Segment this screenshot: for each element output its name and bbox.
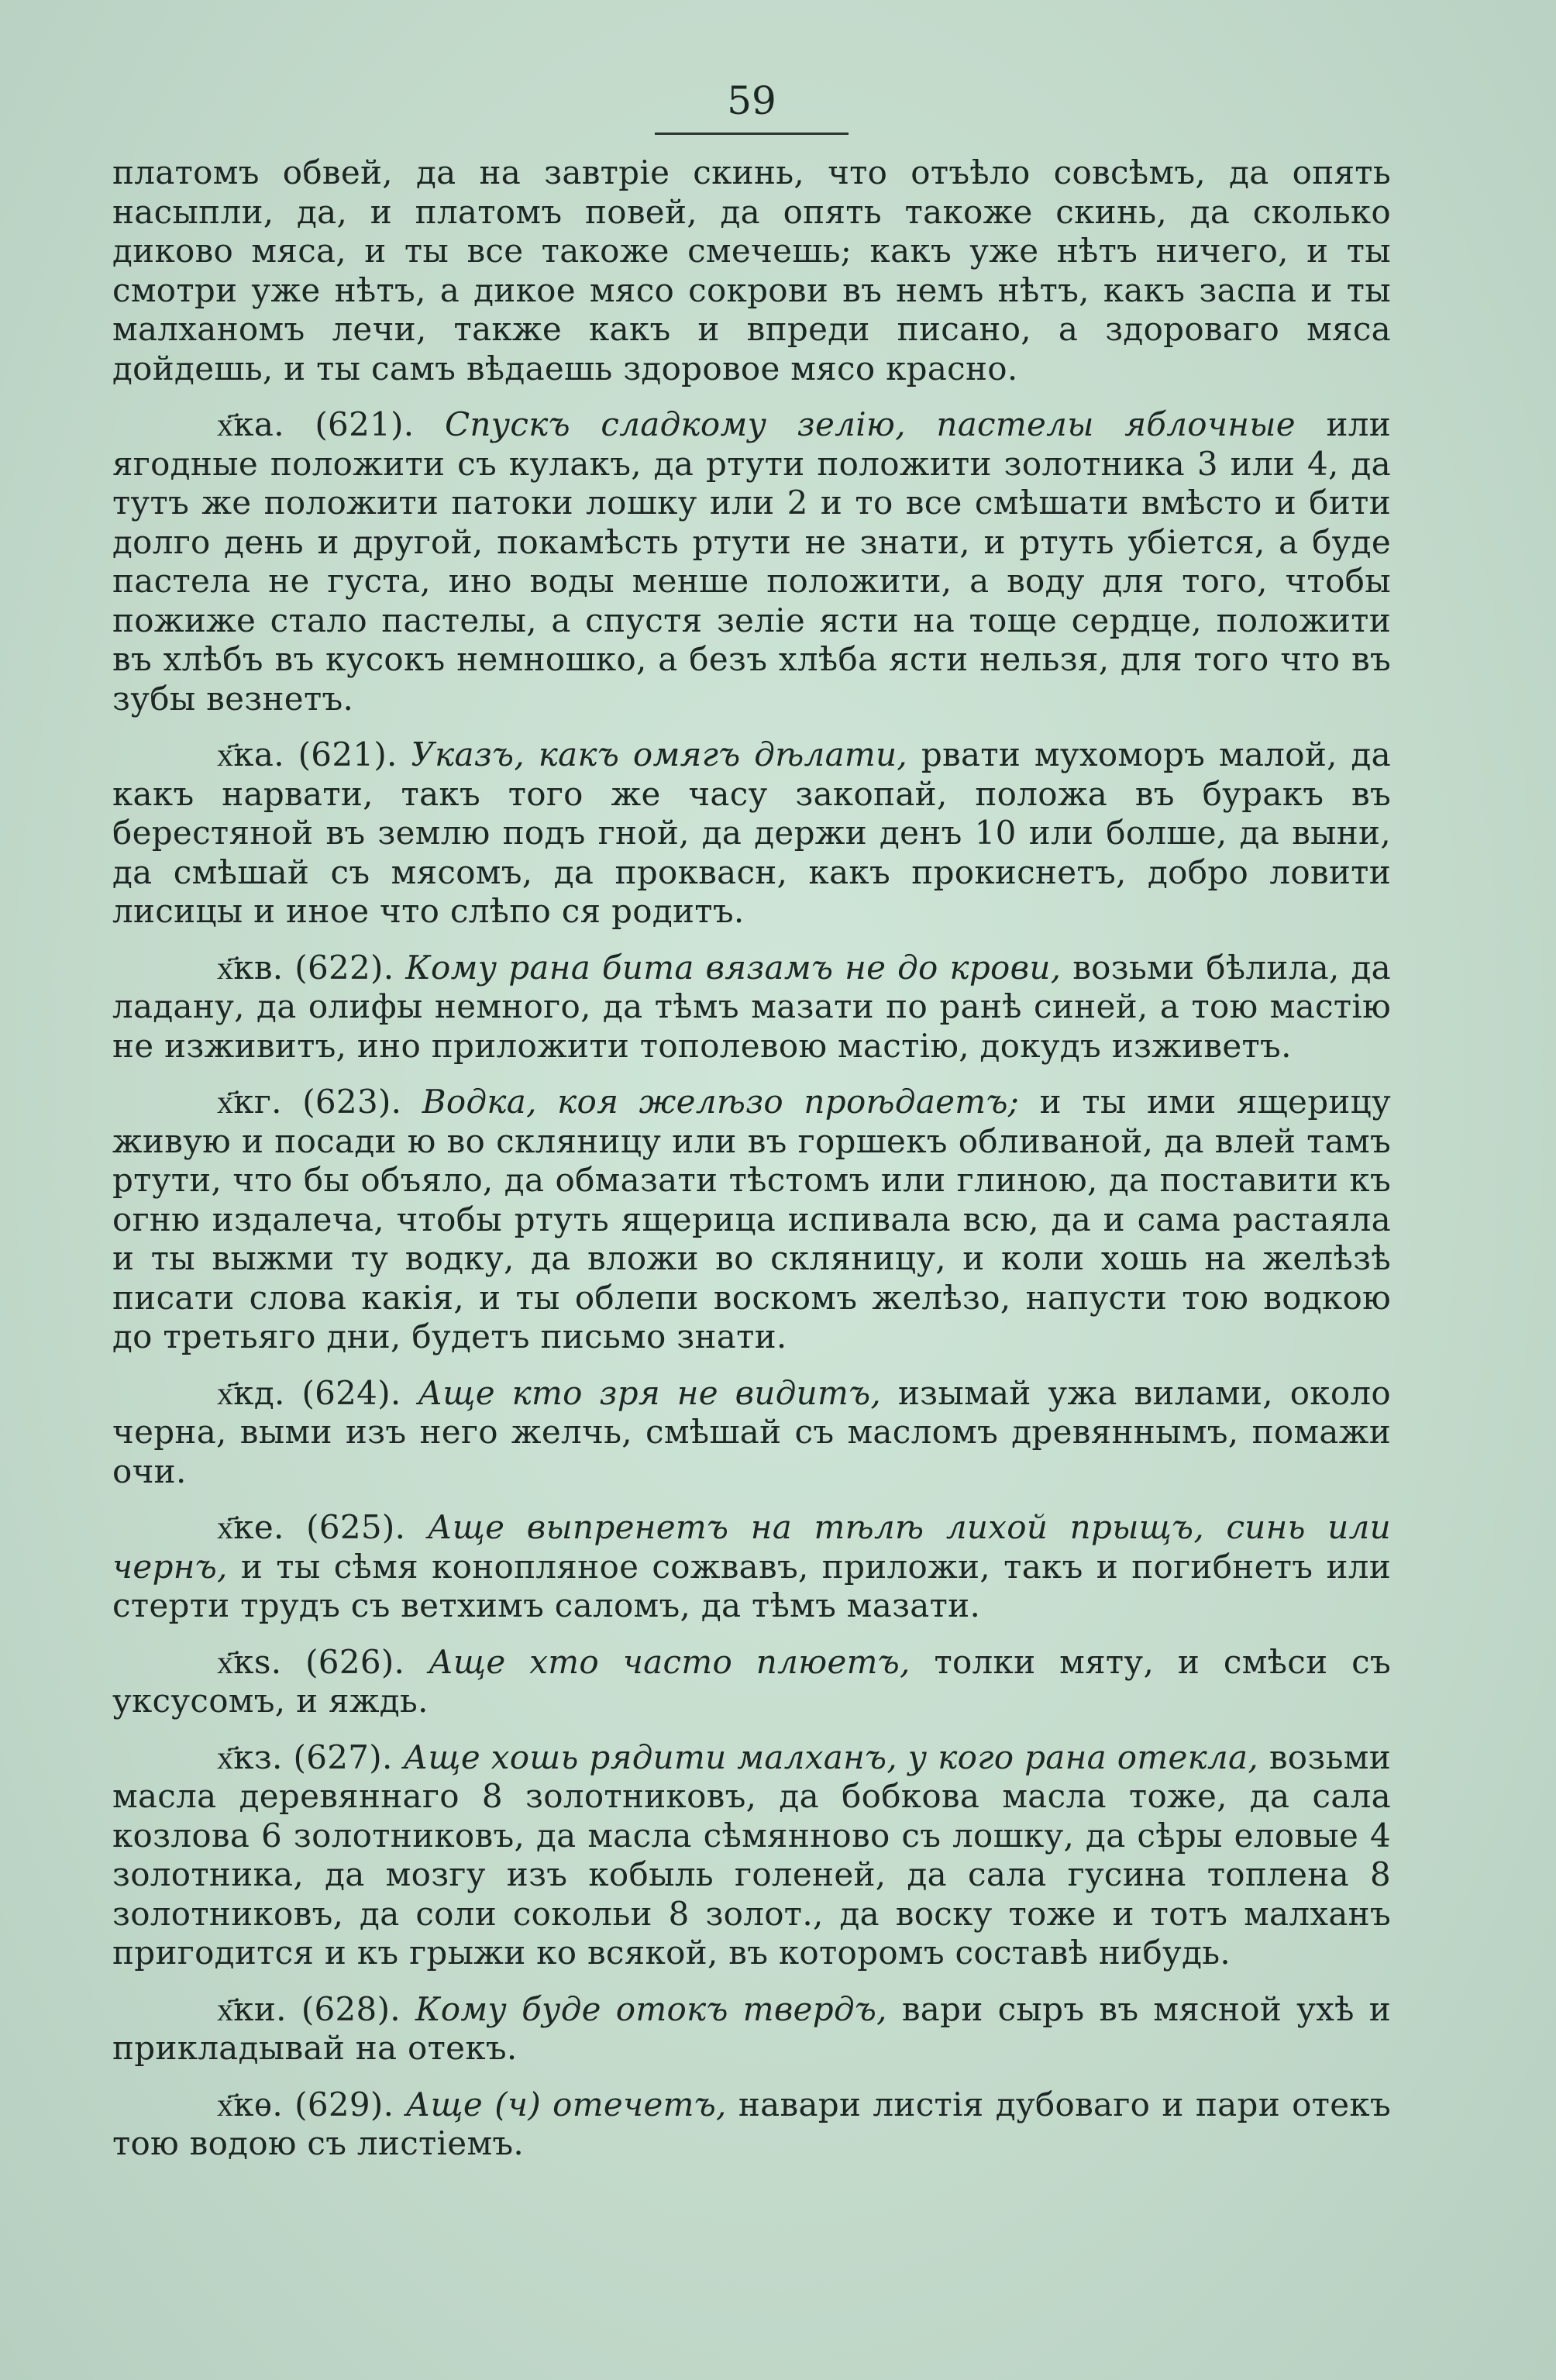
entry-ref: х҃ка. (217, 735, 284, 773)
entry-text: возьми бѣлила, да ладану, да олифы немного, да тѣмъ мазати по ранѣ синей, а тою мастію не изживитъ, ино приложити тополевою мастію, докудъ изживетъ. (112, 948, 1391, 1065)
entry-title: Указъ, какъ омягъ дѣлати, (411, 735, 908, 773)
entry-ref: х҃ки. (217, 1989, 287, 2028)
page-number: 59 (727, 78, 776, 123)
page-body (112, 153, 1391, 2164)
entry-number: (627). (293, 1738, 393, 1776)
entry-title: Кому рана бита вязамъ не до крови, (405, 948, 1062, 987)
entry-ref: х҃кз. (217, 1738, 283, 1776)
entry-number: (626). (305, 1642, 405, 1681)
entry-621b (112, 735, 1391, 932)
entry-title: Аще (ч) отечетъ, (405, 2085, 727, 2123)
entry-622 (112, 949, 1391, 1066)
book-page (112, 74, 1391, 2181)
entry-text: изымай ужа вилами, около черна, выми изъ него желчь, смѣшай съ масломъ древяннымъ, помажи очи. (112, 1373, 1391, 1490)
entry-title: Аще хто часто плюетъ, (428, 1642, 911, 1681)
entry-number: (624). (301, 1373, 401, 1412)
entry-number: (622). (294, 948, 394, 987)
entry-text: возьми масла деревяннаго 8 золотниковъ, да бобкова масла тоже, да сала козлова 6 золотниковъ, да масла сѣмянново съ лошку, да сѣры еловые 4 золотника, да мозгу изъ кобыль голеней, да сала гусина топлена 8 золотниковъ, да соли сокольи 8 золот., да воску тоже и тотъ малханъ пригодится и къ грыжи ко всякой, въ которомъ составѣ нибудь. (112, 1738, 1391, 1972)
entry-number: (625). (306, 1508, 406, 1546)
entry-text: вари сыръ въ мясной ухѣ и прикладывай на отекъ. (112, 1989, 1392, 2067)
entry-number: (621). (298, 735, 398, 773)
entry-number: (628). (301, 1989, 401, 2028)
entry-621a (112, 405, 1391, 718)
entry-title: Аще кто зря не видитъ, (418, 1373, 882, 1412)
entry-626 (112, 1643, 1391, 1721)
entry-title: Водка, коя желѣзо проѣдаетъ; (422, 1083, 1020, 1121)
entry-text: и ты ими ящерицу живую и посади ю во скляницу или въ горшекъ обливаной, да влей тамъ ртути, что бы объяло, да обмазати тѣстомъ или глиною, да поставити къ огню издалеча, чтобы ртуть ящерица испивала всю, да и сама растаяла и ты выжми ту водку, да вложи во скляницу, и коли хошь на желѣзѣ писати слова какія, и ты облепи воскомъ желѣзо, напусти тою водкою до третьяго дни, будетъ письмо знати. (112, 1083, 1391, 1355)
entry-number: (629). (294, 2085, 394, 2123)
entry-title: Спускъ сладкому зелію, пастелы яблочные (444, 405, 1296, 443)
entry-title: Аще хошь рядити малханъ, у кого рана отекла, (403, 1738, 1259, 1776)
entry-number: (623). (302, 1083, 402, 1121)
entry-624 (112, 1374, 1391, 1492)
entry-text: навари листія дубоваго и пари отекъ тою водою съ листіемъ. (112, 2085, 1391, 2162)
entry-625 (112, 1508, 1391, 1626)
entry-ref: х҃ке. (217, 1508, 284, 1546)
entry-ref: х҃кв. (217, 948, 284, 987)
entry-text: рвати мухоморъ малой, да какъ нарвати, такъ того же часу закопай, положа въ буракъ въ берестяной въ землю подъ гной, да держи денъ 10 или болше, да выни, да смѣшай съ мясомъ, да проквасн, какъ прокиснетъ, добро ловити лисицы и иное что слѣпо ся родитъ. (112, 735, 1392, 930)
entry-629 (112, 2086, 1391, 2164)
entry-ref: х҃кд. (217, 1373, 285, 1412)
entry-title: Аще выпренетъ на тѣлѣ лихой прыщъ, синь или чернъ, (112, 1508, 1391, 1586)
entry-number: (621). (315, 405, 415, 443)
entry-623 (112, 1083, 1391, 1357)
entry-text: и ты сѣмя конопляное сожвавъ, приложи, такъ и погибнетъ или стерти трудъ съ ветхимъ саломъ, да тѣмъ мазати. (112, 1547, 1392, 1624)
entry-title: Кому буде отокъ твердъ, (415, 1989, 887, 2028)
paragraph-text: платомъ обвей, да на завтріе скинь, что отъѣло совсѣмъ, да опять насыпли, да, и платомъ повей, да опять такоже скинь, да сколько диково мяса, и ты все такоже смечешь; какъ уже нѣтъ ничего, и ты смотри уже нѣтъ, а дикое мясо сокрови въ немъ нѣтъ, какъ заспа и ты малханомъ лечи, также какъ и впреди писано, а здороваго мяса дойдешь, и ты самъ вѣдаешь здоровое мясо красно. (112, 153, 1391, 387)
entry-ref: х҃кг. (217, 1083, 282, 1121)
entry-ref: х҃ка. (217, 405, 284, 443)
paragraph-continuation (112, 153, 1391, 388)
entry-text: или ягодные положити съ кулакъ, да ртути положити золотника 3 или 4, да тутъ же положити патоки лошку или 2 и то все смѣшати вмѣсто и бити долго день и другой, покамѣсть ртути не знати, и ртуть убіется, а буде пастела не густа, ино воды менше положити, а воду для того, чтобы пожиже стало пастелы, а спустя зеліе ясти на тоще сердце, положити въ хлѣбъ въ кусокъ немношко, а безъ хлѣба ясти нельзя, для того что въ зубы везнетъ. (112, 405, 1392, 718)
entry-627 (112, 1738, 1391, 1973)
entry-ref: х҃кѕ. (217, 1642, 282, 1681)
entry-text: толки мяту, и смѣси съ уксусомъ, и яждь. (112, 1642, 1391, 1720)
entry-ref: х҃кѳ. (217, 2085, 283, 2123)
header-rule (655, 133, 849, 135)
entry-628 (112, 1990, 1391, 2068)
